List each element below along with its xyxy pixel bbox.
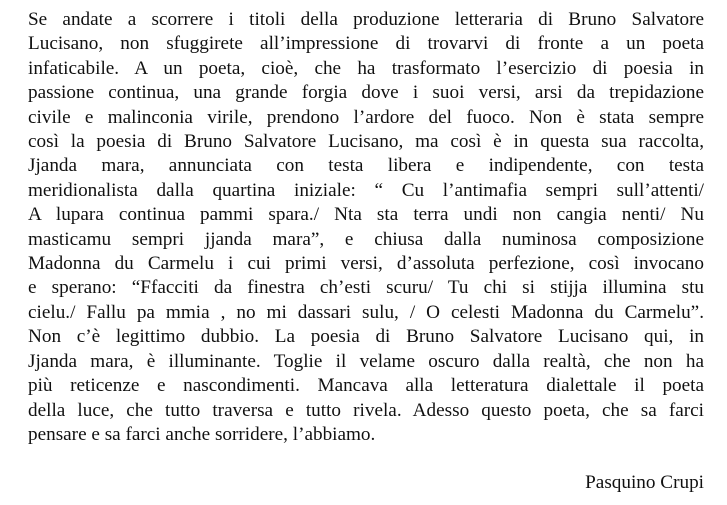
text-line: Lucisano, non sfuggirete all’impressione di trovarvi di fronte a un poeta [28, 33, 704, 55]
text-line: passione continua, una grande forgia dove i suoi versi, arsi da trepidazione [28, 82, 704, 104]
text-line: Se andate a scorrere i titoli della produzione letteraria di Bruno Salvatore [28, 9, 704, 30]
text-line: A lupara continua pammi spara./ Nta sta terra undi non cangia nenti/ Nu [28, 204, 704, 226]
body-paragraph [28, 8, 704, 447]
text-line: infaticabile. A un poeta, cioè, che ha trasformato l’esercizio di poesia in [28, 57, 704, 79]
text-line: cielu./ Fallu pa mmia , no mi dassari sulu, / O celesti Madonna du Carmelu”. [28, 301, 704, 323]
text-line: Jjanda mara, annunciata con testa libera e indipendente, con testa [28, 155, 704, 177]
text-line: e sperano: “Ffacciti da finestra ch’esti scuru/ Tu chi si stijja illumina stu [28, 277, 704, 299]
text-line: civile e malinconia virile, prendono l’ardore del fuoco. Non è stata sempre [28, 106, 704, 128]
text-line-last: pensare e sa farci anche sorridere, l’abbiamo. [28, 423, 376, 445]
text-line: Jjanda mara, è illuminante. Toglie il velame oscuro dalla realtà, che non ha [28, 350, 704, 372]
author-signature: Pasquino Crupi [585, 472, 704, 493]
text-line: Madonna du Carmelu i cui primi versi, d’assoluta perfezione, così invocano [28, 253, 704, 275]
document-page [28, 8, 704, 498]
text-line: Non c’è legittimo dubbio. La poesia di Bruno Salvatore Lucisano qui, in [28, 326, 704, 348]
text-line: così la poesia di Bruno Salvatore Lucisano, ma così è in questa sua raccolta, [28, 131, 704, 153]
text-line: meridionalista dalla quartina iniziale: “ Cu l’antimafia sempri sull’attenti/ [28, 179, 704, 201]
text-line: masticamu sempri jjanda mara”, e chiusa dalla numinosa composizione [28, 228, 704, 250]
text-line: della luce, che tutto traversa e tutto rivela. Adesso questo poeta, che sa farci [28, 399, 704, 421]
text-line: più reticenze e nascondimenti. Mancava alla letteratura dialettale il poeta [28, 375, 704, 397]
